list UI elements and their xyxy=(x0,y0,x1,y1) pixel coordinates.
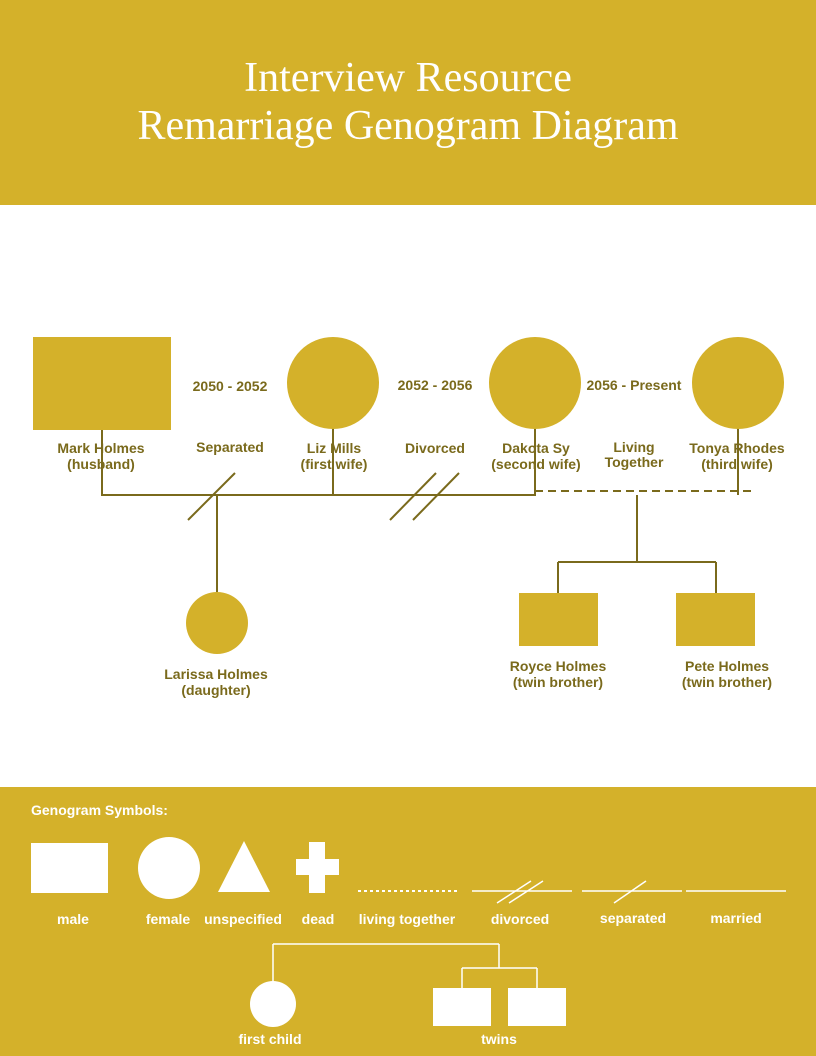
royce-male-symbol xyxy=(519,593,598,646)
tonya-female-symbol xyxy=(692,337,784,429)
royce-name: Royce Holmes xyxy=(509,658,607,674)
legend-unspecified-symbol xyxy=(218,841,270,892)
relation-2-years: 2052 - 2056 xyxy=(397,377,473,393)
pete-role: (twin brother) xyxy=(681,674,773,690)
relation-3-years: 2056 - Present xyxy=(586,377,682,393)
separated-mark xyxy=(188,473,235,520)
pete-male-symbol xyxy=(676,593,755,646)
dakota-role: (second wife) xyxy=(491,456,581,472)
legend-male-label: male xyxy=(57,911,89,927)
legend-separated-label: separated xyxy=(599,910,667,926)
liz-role: (first wife) xyxy=(300,456,368,472)
mark-name: Mark Holmes xyxy=(57,440,145,456)
legend-female-label: female xyxy=(145,911,191,927)
legend-title: Genogram Symbols: xyxy=(31,802,168,818)
liz-female-symbol xyxy=(287,337,379,429)
relation-3-status-line2: Together xyxy=(604,454,664,470)
relation-3-status-line1: Living xyxy=(613,439,655,455)
legend-divorced-label: divorced xyxy=(490,911,550,927)
tonya-name: Tonya Rhodes xyxy=(689,440,785,456)
larissa-female-symbol xyxy=(186,592,248,654)
liz-name: Liz Mills xyxy=(306,440,362,456)
divorced-mark-1 xyxy=(390,473,436,520)
legend-male-symbol xyxy=(31,843,108,893)
legend-separated-mark xyxy=(614,881,646,903)
page-title-line2: Remarriage Genogram Diagram xyxy=(137,103,679,149)
legend-first-child-label: first child xyxy=(238,1031,302,1047)
relation-1-status: Separated xyxy=(196,439,264,455)
divorced-mark-2 xyxy=(413,473,459,520)
legend-dead-label: dead xyxy=(301,911,335,927)
legend-unspecified-label: unspecified xyxy=(204,911,282,927)
tonya-role: (third wife) xyxy=(701,456,773,472)
pete-name: Pete Holmes xyxy=(684,658,770,674)
larissa-name: Larissa Holmes xyxy=(164,666,268,682)
legend-female-symbol xyxy=(138,837,200,899)
mark-male-symbol xyxy=(33,337,171,430)
relation-2-status: Divorced xyxy=(405,440,465,456)
mark-role: (husband) xyxy=(67,456,135,472)
legend-first-child-symbol xyxy=(250,981,296,1027)
larissa-role: (daughter) xyxy=(181,682,251,698)
page-title-line1: Interview Resource xyxy=(244,55,572,101)
legend-symbols xyxy=(31,837,786,1027)
legend-living-together-label: living together xyxy=(358,911,456,927)
royce-role: (twin brother) xyxy=(512,674,604,690)
relation-1-years: 2050 - 2052 xyxy=(192,378,268,394)
dakota-female-symbol xyxy=(489,337,581,429)
legend-child-lines xyxy=(273,944,537,988)
legend-married-label: married xyxy=(710,910,762,926)
legend-twin-2-symbol xyxy=(508,988,566,1026)
dakota-name: Dakota Sy xyxy=(502,440,570,456)
legend-twins-label: twins xyxy=(481,1031,517,1047)
legend-twin-1-symbol xyxy=(433,988,491,1026)
legend-dead-horizontal xyxy=(296,859,339,875)
